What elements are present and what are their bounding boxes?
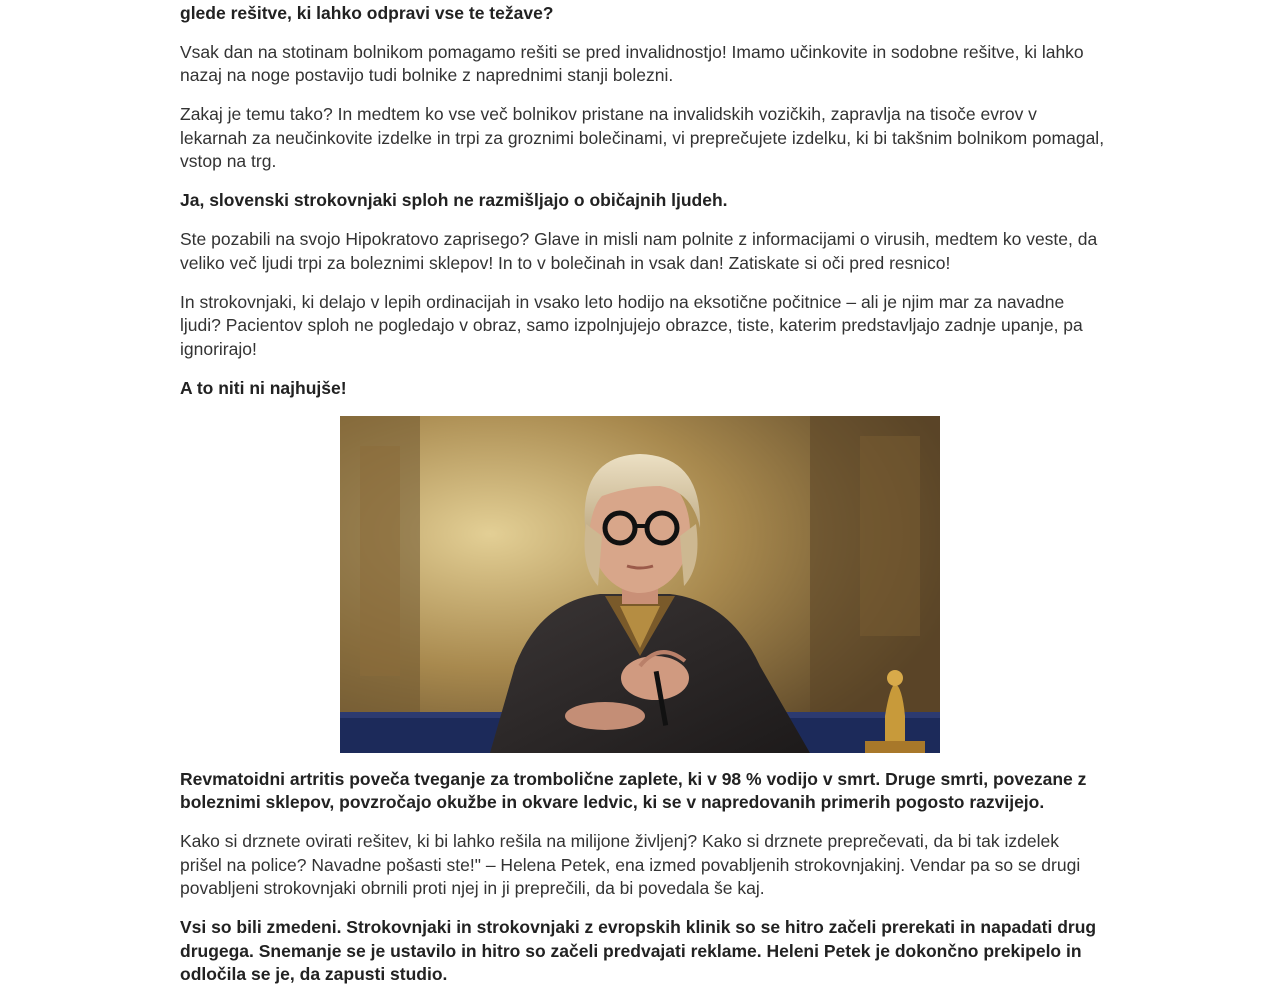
article-paragraph: Ste pozabili na svojo Hipokratovo zaprisego? Glave in misli nam polnite z informacijami o virusih, medtem ko veste, da veliko več ljudi trpi za boleznimi sklepov! In to v bolečinah in vsak dan! Zatiskate si oči pred resnico!: [180, 229, 1098, 273]
article-paragraph: Vsak dan na stotinam bolnikom pomagamo rešiti se pred invalidnostjo! Imamo učinkovite in sodobne rešitve, ki lahko nazaj na noge postavijo tudi bolnike z naprednimi stanji bolezni.: [180, 41, 1084, 85]
article-paragraph: Vsi so bili zmedeni. Strokovnjaki in strokovnjaki z evropskih klinik so se hitro začeli prerekati in napadati drug drugega. Snemanje se je ustavilo in hitro so začeli predvajati reklame. Heleni Petek je dokončno prekipelo in odločila se je, da zapusti studio.: [180, 917, 1097, 984]
article-paragraph: Ja, slovenski strokovnjaki sploh ne razmišljajo o običajnih ljudeh.: [180, 190, 728, 210]
article-paragraph: A to niti ni najhujše!: [180, 377, 347, 398]
article-paragraph: Revmatoidni artritis poveča tveganje za trombolične zaplete, ki v 98 % vodijo v smrt. Druge smrti, povezane z boleznimi sklepov, povzročajo okužbe in okvare ledvic, ki se v napredovanih primerih pogosto razvijejo.: [180, 768, 1087, 812]
article-paragraph: Zakaj je temu tako? In medtem ko vse več bolnikov pristane na invalidskih vozičkih, zapravlja na tisoče evrov v lekarnah za neučinkovite izdelke in trpi za groznimi bolečinami, vi preprečujete izdelku, ki bi takšnim bolnikom pomagal, vstop na trg.: [180, 104, 1105, 171]
article-photo: [340, 416, 940, 753]
portrait-photo-illustration: [340, 416, 940, 753]
article-paragraph: In strokovnjaki, ki delajo v lepih ordinacijah in vsako leto hodijo na eksotične počitnice – ali je njim mar za navadne ljudi? Pacientov sploh ne pogledajo v obraz, samo izpolnjujejo obrazce, tiste, katerim predstavljajo zadnje upanje, pa ignorirajo!: [180, 291, 1083, 359]
article-paragraph: Kako si drznete ovirati rešitev, ki bi lahko rešila na milijone življenj? Kako si drznete preprečevati, da bi tak izdelek prišel na police? Navadne pošasti ste!" – Helena Petek, ena izmed povabljenih strokovnjakinj. Vendar pa so se drugi povabljeni strokovnjaki obrnili proti njej in ji preprečili, da bi povedala še kaj.: [180, 831, 1081, 898]
article-body: [180, 0, 1105, 1002]
article-paragraph: glede rešitve, ki lahko odpravi vse te težave?: [180, 2, 554, 23]
